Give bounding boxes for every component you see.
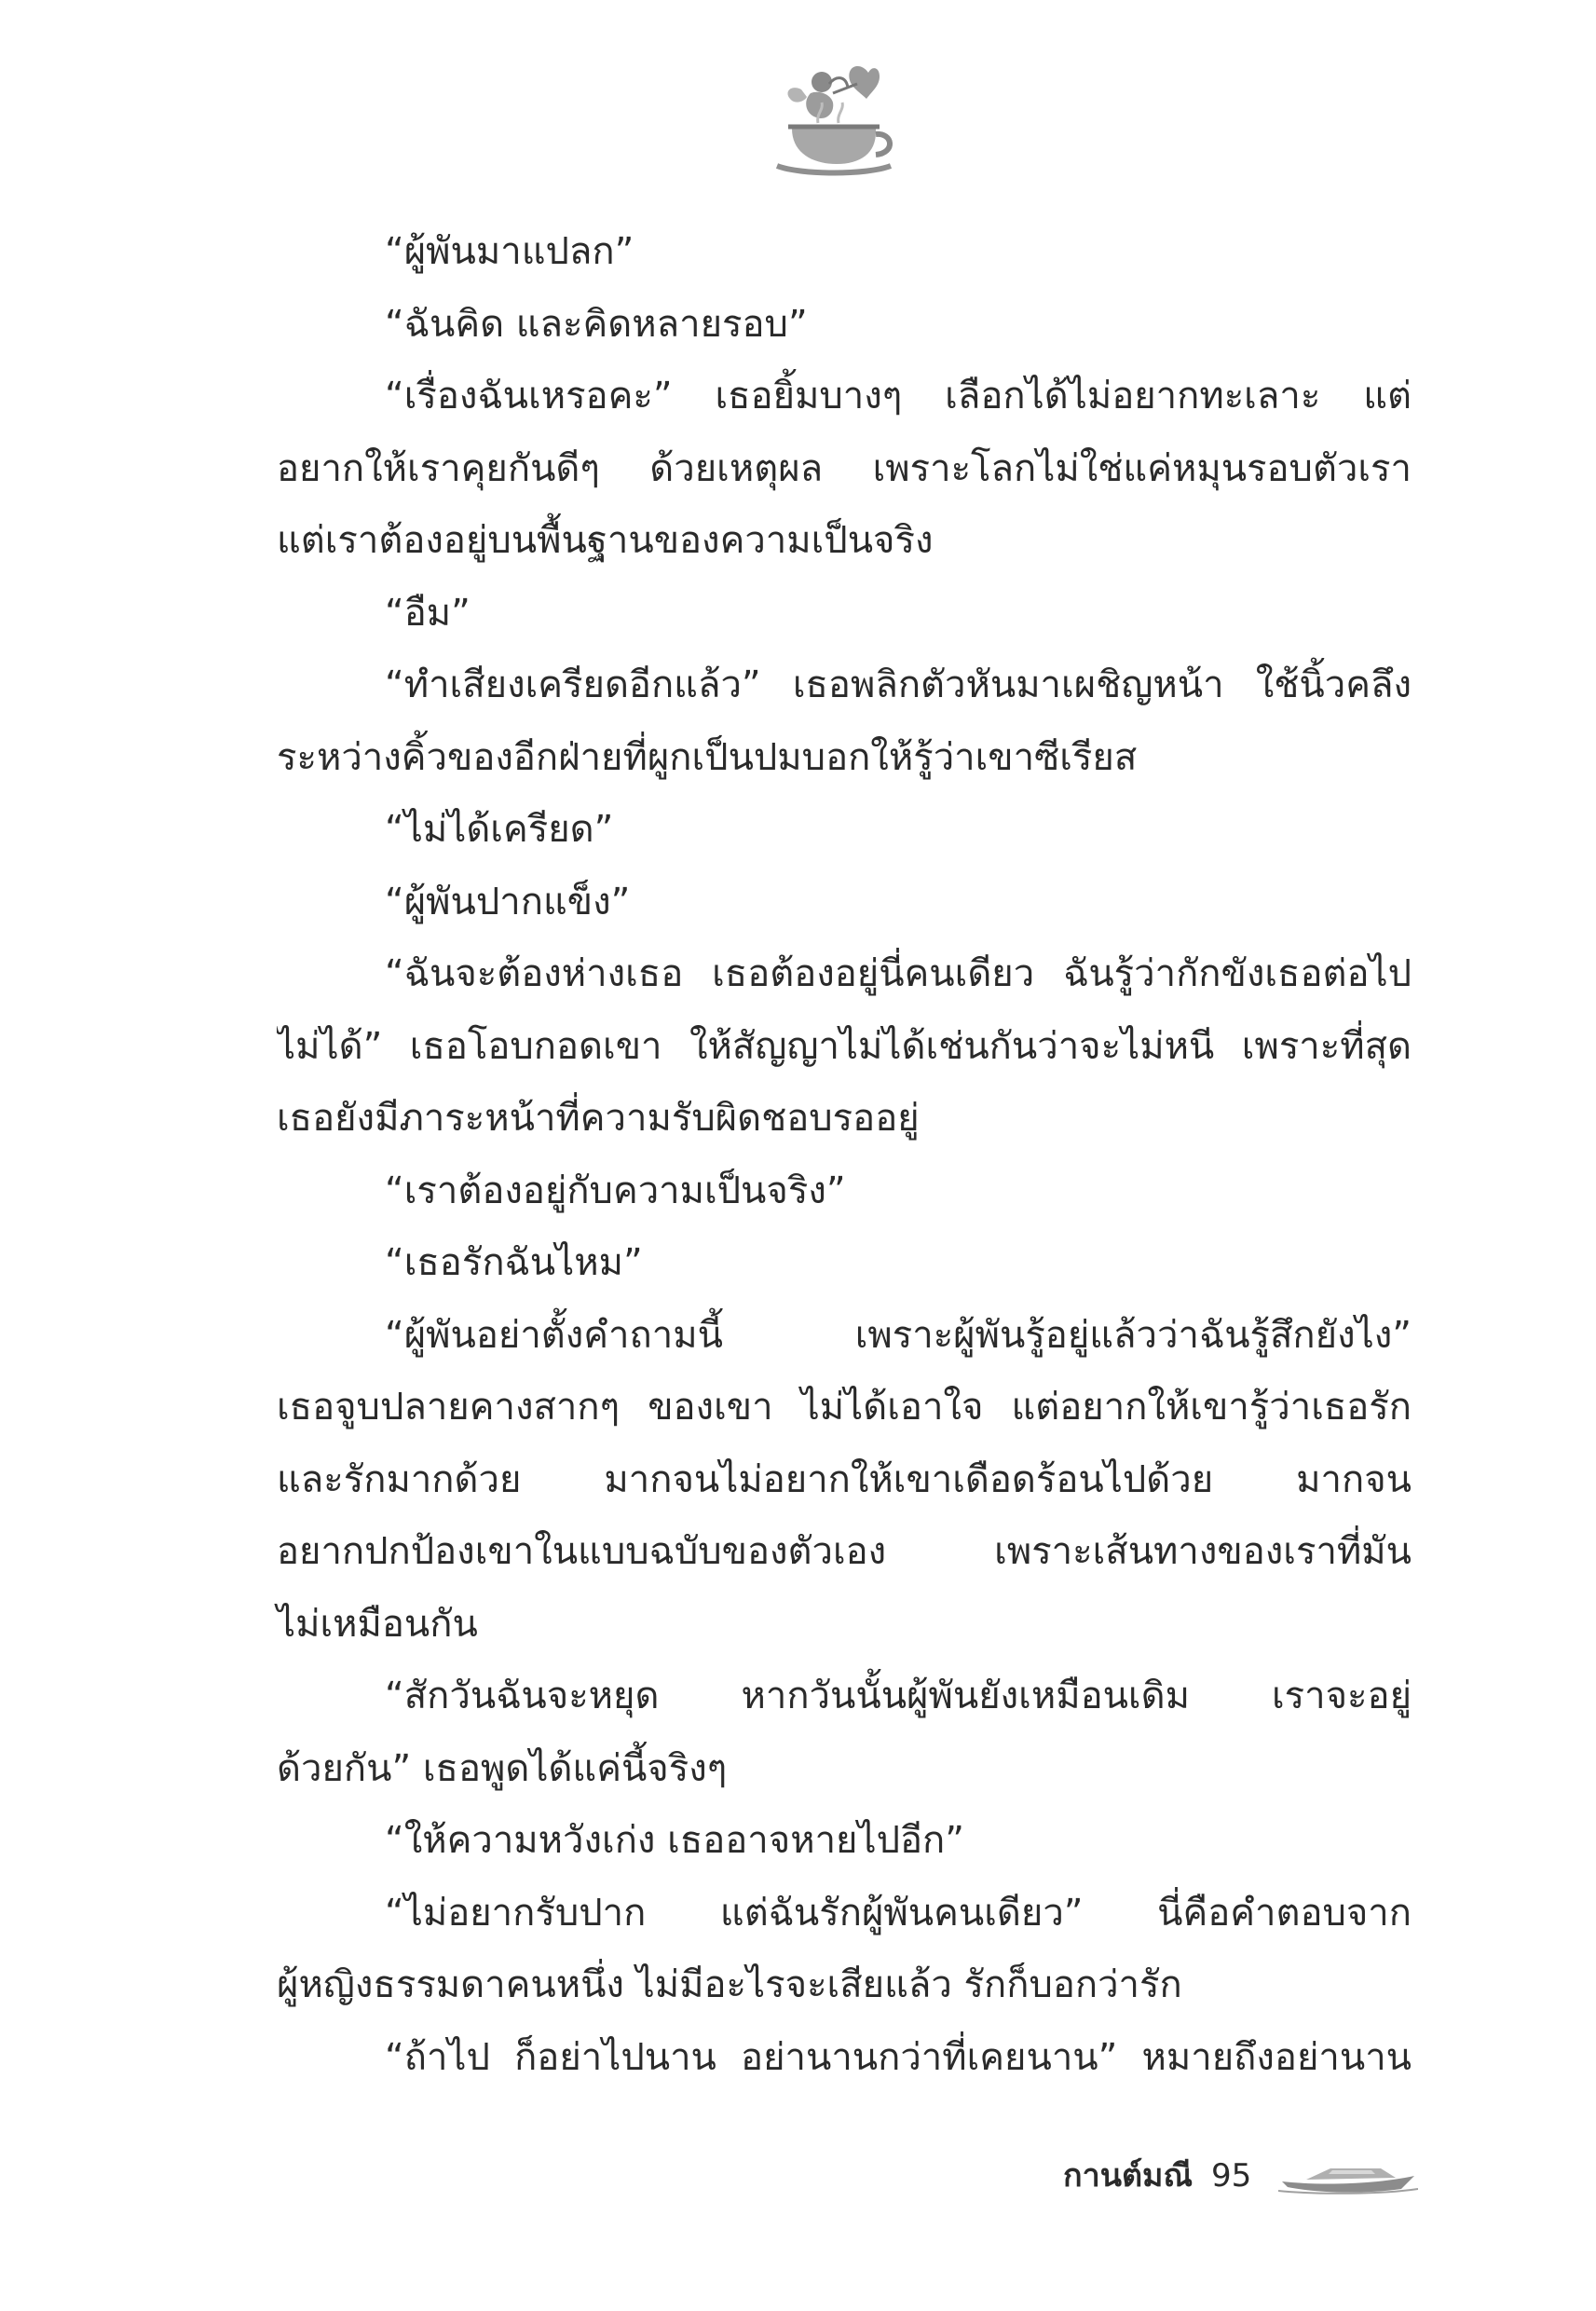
text-line: “เธอรักฉันไหม” (385, 1241, 643, 1284)
cupid-teacup-ornament-icon (764, 56, 904, 177)
text-line: “ไม่ได้เครียด” (385, 808, 614, 851)
text-line: เธอยังมีภาระหน้าที่ความรับผิดชอบรออยู่ (277, 1097, 920, 1140)
text-line: “เรื่องฉันเหรอคะ” เธอยิ้มบางๆ เลือกได้ไม่อยากทะเลาะ แต่ (385, 375, 1412, 417)
text-line: “ผู้พันมาแปลก” (385, 230, 634, 273)
page-number: 95 (1211, 2157, 1252, 2195)
text-line: “ไม่อยากรับปาก แต่ฉันรักผู้พันคนเดียว” นี่คือคำตอบจาก (385, 1891, 1412, 1935)
text-line: “ฉันจะต้องห่างเธอ เธอต้องอยู่นี่คนเดียว ฉันรู้ว่ากักขังเธอต่อไป (385, 952, 1412, 995)
text-line: “ฉันคิด และคิดหลายรอบ” (385, 302, 808, 346)
text-line: ไม่ได้” เธอโอบกอดเขา ให้สัญญาไม่ได้เช่นกันว่าจะไม่หนี เพราะที่สุด (277, 1024, 1412, 1068)
yacht-ornament-icon (1278, 2157, 1418, 2195)
text-line: อยากให้เราคุยกันดีๆ ด้วยเหตุผล เพราะโลกไม่ใช่แค่หมุนรอบตัวเรา (277, 446, 1412, 490)
text-line: ด้วยกัน” เธอพูดได้แค่นี้จริงๆ (277, 1746, 728, 1790)
text-line: “ทำเสียงเครียดอีกแล้ว” เธอพลิกตัวหันมาเผชิญหน้า ใช้นิ้วคลึง (385, 663, 1412, 706)
text-line: เธอจูบปลายคางสากๆ ของเขา ไม่ได้เอาใจ แต่อยากให้เขารู้ว่าเธอรัก (277, 1386, 1412, 1429)
text-line: ไม่เหมือนกัน (277, 1602, 478, 1646)
text-line: “ถ้าไป ก็อย่าไปนาน อย่านานกว่าที่เคยนาน” หมายถึงอย่านาน (385, 2035, 1412, 2079)
text-line: และรักมากด้วย มากจนไม่อยากให้เขาเดือดร้อนไปด้วย มากจน (277, 1457, 1412, 1501)
body-text (277, 216, 1412, 2094)
page-footer (0, 2148, 1596, 2204)
text-line: “ผู้พันปากแข็ง” (385, 880, 631, 923)
text-line: “ให้ความหวังเก่ง เธออาจหายไปอีก” (385, 1819, 964, 1862)
text-line: “อืม” (385, 591, 471, 635)
text-line: “ผู้พันอย่าตั้งคำถามนี้ เพราะผู้พันรู้อยู่แล้วว่าฉันรู้สึกยังไง” (385, 1313, 1412, 1357)
text-line: “สักวันฉันจะหยุด หากวันนั้นผู้พันยังเหมือนเดิม เราจะอยู่ (385, 1675, 1412, 1717)
running-footer-title: กานต์มณี (1063, 2157, 1193, 2195)
text-line: ระหว่างคิ้วของอีกฝ่ายที่ผูกเป็นปมบอกให้รู้ว่าเขาซีเรียส (277, 735, 1138, 779)
text-line: แต่เราต้องอยู่บนพื้นฐานของความเป็นจริง (277, 519, 934, 562)
text-line: “เราต้องอยู่กับความเป็นจริง” (385, 1169, 846, 1212)
text-line: ผู้หญิงธรรมดาคนหนึ่ง ไม่มีอะไรจะเสียแล้ว รักก็บอกว่ารัก (277, 1963, 1182, 2006)
text-line: อยากปกป้องเขาในแบบฉบับของตัวเอง เพราะเส้นทางของเราที่มัน (277, 1530, 1412, 1573)
